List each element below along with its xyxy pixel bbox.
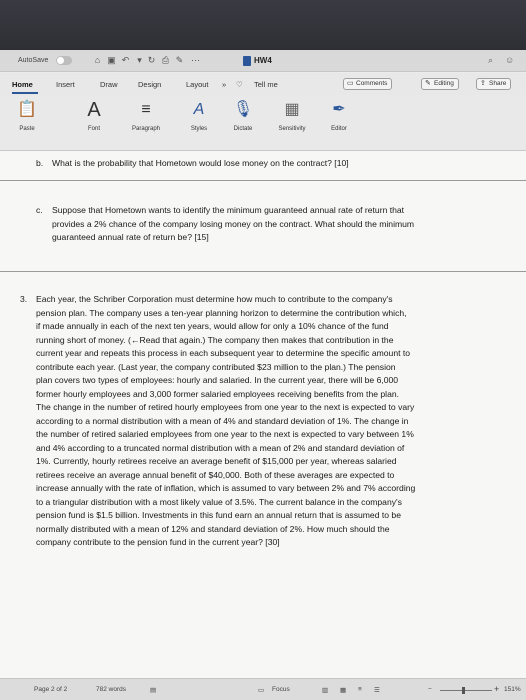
document-title: HW4 <box>254 56 272 65</box>
ribbon-tabs <box>0 73 526 95</box>
editing-label: Editing <box>434 80 454 87</box>
question-3-line: pension fund is $1.5 billion. Investments in this fund earn an annual return that is assumed to be <box>36 510 401 520</box>
question-3-line: former hourly employees and 3,000 former salaried employees receiving benefits from the plan. <box>36 388 400 399</box>
editor-icon: ✒ <box>332 101 346 118</box>
question-3-line: Each year, the Schriber Corporation must determine how much to contribute to the company's <box>36 294 393 304</box>
font-group[interactable] <box>78 99 110 132</box>
pencil-icon: ✎ <box>425 80 431 87</box>
question-3-line: increase annually with the rate of inflation, which is assumed to vary between 2% and 7% according <box>36 483 416 493</box>
editor-group[interactable] <box>326 99 352 132</box>
home-icon[interactable]: ⌂ <box>94 55 101 65</box>
focus-icon: ▭ <box>258 687 265 694</box>
share-button[interactable] <box>476 78 511 90</box>
question-3-line: to a triangular distribution with a most likely value of 3.5%. The current balance in the company's <box>36 496 402 507</box>
read-mode-icon[interactable]: ▥ <box>322 687 329 694</box>
paragraph-group[interactable] <box>126 99 166 132</box>
page-count[interactable]: Page 2 of 2 <box>34 686 68 693</box>
autosave-label: AutoSave <box>18 57 49 64</box>
active-tab-indicator <box>12 92 38 94</box>
zoom-in-icon[interactable]: + <box>494 684 500 694</box>
sensitivity-group[interactable] <box>272 99 312 132</box>
clipboard-icon: 📋 <box>17 101 37 118</box>
styles-group[interactable] <box>184 99 214 132</box>
dictate-group[interactable] <box>228 99 258 132</box>
sensitivity-icon: ▦ <box>284 101 300 118</box>
zoom-level[interactable]: 151% <box>504 686 521 693</box>
paragraph-icon: ≡ <box>141 101 151 118</box>
status-bar <box>0 678 526 700</box>
question-3-line: 1%. Currently, hourly retirees receive an average benefit of $15,000 per year, whereas salaried <box>36 456 397 466</box>
print-layout-icon[interactable]: ▦ <box>340 687 347 694</box>
divider-line <box>0 180 526 181</box>
tell-me-box[interactable]: Tell me <box>254 80 278 89</box>
question-3-line: retirees receive an average annual benefit of $40,000. Both of these averages are expected to <box>36 469 395 480</box>
comments-label: Comments <box>356 80 388 87</box>
account-icon[interactable]: ☺ <box>505 55 515 65</box>
font-icon: A <box>87 99 101 121</box>
ribbon-toolbar <box>0 95 526 151</box>
question-b-number: b. <box>36 158 44 168</box>
question-3-number: 3. <box>20 294 28 304</box>
more-tabs-chevron-icon[interactable]: » <box>222 80 227 89</box>
more-commands-icon[interactable]: ⋯ <box>191 55 200 65</box>
question-c <box>36 204 512 245</box>
question-3-line: pension plan. The company uses a ten-year planning horizon to determine the contribution which, <box>36 307 407 318</box>
zoom-slider[interactable] <box>440 690 492 691</box>
paste-label: Paste <box>19 126 35 132</box>
question-b <box>36 157 512 171</box>
tab-home[interactable]: Home <box>12 80 33 89</box>
editing-button[interactable] <box>421 78 459 90</box>
search-icon[interactable]: ⌕ <box>488 55 494 65</box>
question-3-line: running short of money. (←Read that again.) The company then makes that contribution in the <box>36 334 394 345</box>
outline-icon[interactable]: ☰ <box>374 687 380 694</box>
share-icon: ⇪ <box>480 80 486 87</box>
paragraph-label: Paragraph <box>131 126 161 132</box>
question-b-line: What is the probability that Hometown would lose money on the contract? [10] <box>52 158 349 168</box>
title-bar <box>0 50 526 72</box>
web-layout-icon[interactable]: ≡ <box>358 686 362 693</box>
zoom-out-icon[interactable]: − <box>428 686 432 693</box>
proofing-icon[interactable]: ▤ <box>150 687 157 694</box>
zoom-slider-thumb[interactable] <box>462 687 465 694</box>
question-3-line: the number of retired salaried employees from one year to the next is expected to vary between 1% <box>36 429 414 439</box>
monitor-bezel <box>0 0 526 50</box>
question-3-line: and 4% according to a truncated normal distribution with a mean of 2% and standard deviation of <box>36 442 405 453</box>
document-icon <box>243 56 251 66</box>
dictate-label: Dictate <box>233 126 253 132</box>
word-window <box>0 50 526 700</box>
tab-insert[interactable]: Insert <box>56 80 75 89</box>
print-icon[interactable]: ⎙ <box>161 55 170 65</box>
word-count[interactable]: 782 words <box>96 686 126 693</box>
comment-icon: ▭ <box>347 80 354 87</box>
save-icon[interactable]: ▣ <box>107 55 116 65</box>
comments-button[interactable] <box>343 78 392 90</box>
editor-label: Editor <box>331 126 347 132</box>
question-c-number: c. <box>36 205 43 215</box>
microphone-icon: 🎙 <box>232 101 254 118</box>
question-3-line: normally distributed with a mean of 12% and standard deviation of 2%. How much should the <box>36 523 390 534</box>
question-3-line: contribute each year. (Last year, the company contributed $23 million to the plan.) The pension <box>36 361 396 372</box>
sensitivity-label: Sensitivity <box>278 126 306 132</box>
question-3-line: according to a normal distribution with a mean of 4% and standard deviation of 1%. The change in <box>36 415 409 426</box>
redo-icon[interactable]: ↻ <box>147 55 156 65</box>
focus-button[interactable]: Focus <box>272 686 290 693</box>
question-3-line: current year and repeats this process in each subsequent year to determine the specific amount to <box>36 348 411 358</box>
question-c-line: guaranteed annual rate of return be? [15] <box>52 232 209 242</box>
font-label: Font <box>87 126 100 132</box>
document-page[interactable] <box>0 151 526 678</box>
format-painter-icon[interactable]: ✎ <box>175 55 184 65</box>
tab-layout[interactable]: Layout <box>186 80 209 89</box>
document-area[interactable] <box>0 151 526 678</box>
question-3 <box>20 293 518 550</box>
question-3-line: The change in the number of retired hourly employees from one year to the next is expected to vary <box>36 402 415 412</box>
undo-dropdown-icon[interactable]: ▾ <box>137 55 142 65</box>
divider-line <box>0 271 526 272</box>
styles-icon: A <box>193 101 205 118</box>
question-3-line: plan covers two types of employees: hourly and salaried. In the current year, there will be 6,000 <box>36 375 399 385</box>
share-label: Share <box>489 80 507 87</box>
question-3-line: company contribute to the pension fund in the current year? [30] <box>36 537 280 547</box>
undo-icon[interactable]: ↶ <box>121 55 130 65</box>
tab-design[interactable]: Design <box>138 80 162 89</box>
question-c-line: Suppose that Hometown wants to identify the minimum guaranteed annual rate of return that <box>52 205 405 215</box>
lightbulb-icon: ♡ <box>236 80 243 89</box>
autosave-toggle[interactable] <box>56 56 72 65</box>
styles-label: Styles <box>190 126 208 132</box>
paste-group[interactable] <box>10 99 44 132</box>
tab-draw[interactable]: Draw <box>100 80 118 89</box>
question-3-line: if made annually in each of the next ten years, would allow for only a 10% chance of the fund <box>36 321 389 331</box>
question-c-line: provides a 2% chance of the company losing money on the contract. What should the minimum <box>52 218 415 229</box>
